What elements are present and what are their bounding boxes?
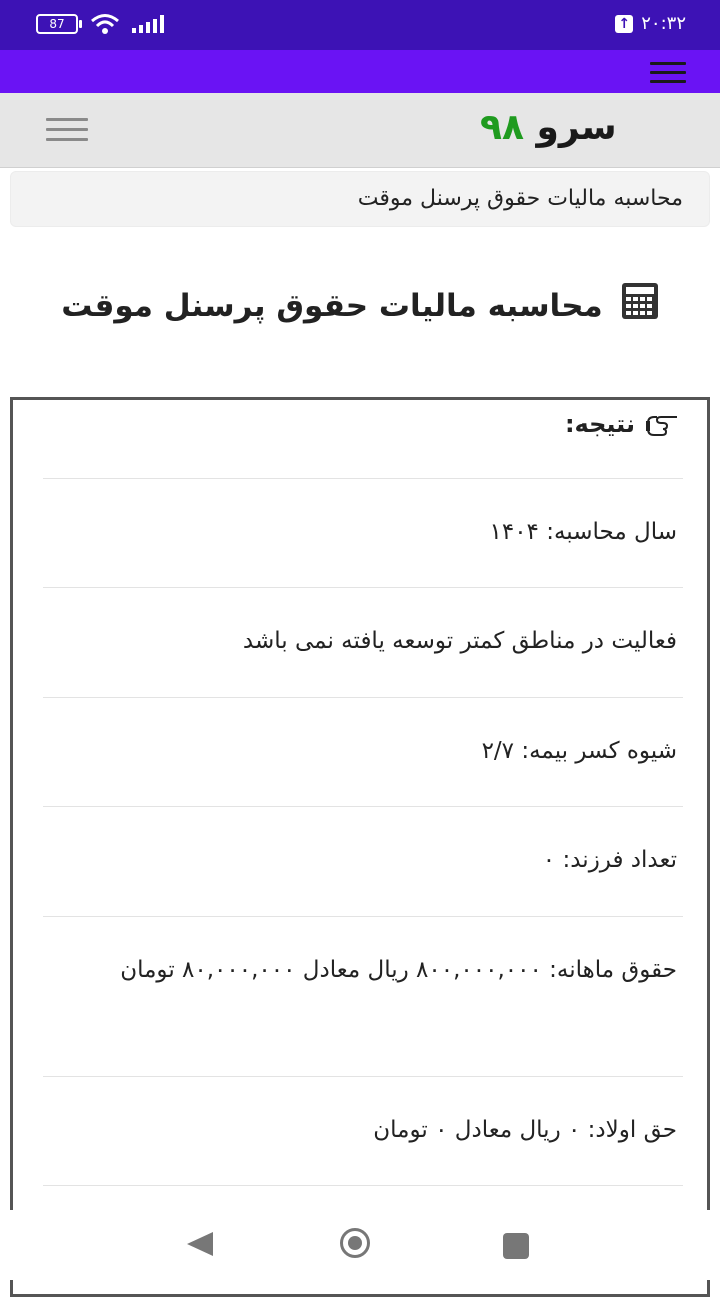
divider — [43, 587, 683, 588]
app-bar — [0, 50, 720, 93]
status-right — [615, 13, 686, 34]
calculator-icon — [621, 282, 659, 320]
system-nav-bar — [0, 1210, 720, 1280]
breadcrumb — [10, 171, 710, 227]
hand-point-icon — [645, 411, 679, 437]
result-row-child-allowance: حق اولاد: ۰ ریال معادل ۰ تومان — [373, 1117, 677, 1143]
breadcrumb-label: محاسبه مالیات حقوق پرسنل موقت — [357, 186, 683, 211]
arrow-up-box-icon: ↑ — [615, 15, 633, 33]
divider — [43, 806, 683, 807]
page-title-text: محاسبه مالیات حقوق پرسنل موقت — [61, 288, 603, 324]
result-row-year: سال محاسبه: ۱۴۰۴ — [489, 519, 677, 545]
result-row-salary: حقوق ماهانه: ۸۰۰,۰۰۰,۰۰۰ ریال معادل ۸۰,۰۰۰,۰۰۰ تومان — [120, 957, 677, 983]
divider — [43, 478, 683, 479]
result-card — [10, 397, 710, 1297]
divider — [43, 1185, 683, 1186]
page-title — [60, 282, 660, 326]
site-menu-icon[interactable] — [46, 118, 88, 148]
result-row-region: فعالیت در مناطق کمتر توسعه یافته نمی باشد — [242, 628, 677, 654]
site-logo[interactable] — [480, 107, 617, 153]
battery-icon: 87 — [36, 14, 78, 34]
signal-icon — [132, 15, 164, 33]
result-row-children: تعداد فرزند: ۰ — [542, 847, 677, 873]
result-row-insurance: شیوه کسر بیمه: ۲/۷ — [481, 738, 677, 764]
recent-apps-icon[interactable] — [503, 1233, 529, 1259]
clock: ۲۰:۳۲ — [641, 13, 686, 34]
divider — [43, 916, 683, 917]
site-header — [0, 93, 720, 168]
status-bar — [0, 0, 720, 50]
back-icon[interactable] — [187, 1232, 213, 1256]
divider — [43, 697, 683, 698]
logo-word: سرو — [536, 107, 617, 148]
result-heading — [565, 410, 679, 438]
divider — [43, 1076, 683, 1077]
wifi-icon — [90, 13, 120, 35]
home-icon[interactable] — [340, 1228, 370, 1258]
result-heading-text: نتیجه: — [564, 410, 635, 438]
status-left — [36, 13, 164, 35]
logo-number: ۹۸ — [480, 107, 524, 148]
menu-icon[interactable] — [650, 62, 686, 89]
